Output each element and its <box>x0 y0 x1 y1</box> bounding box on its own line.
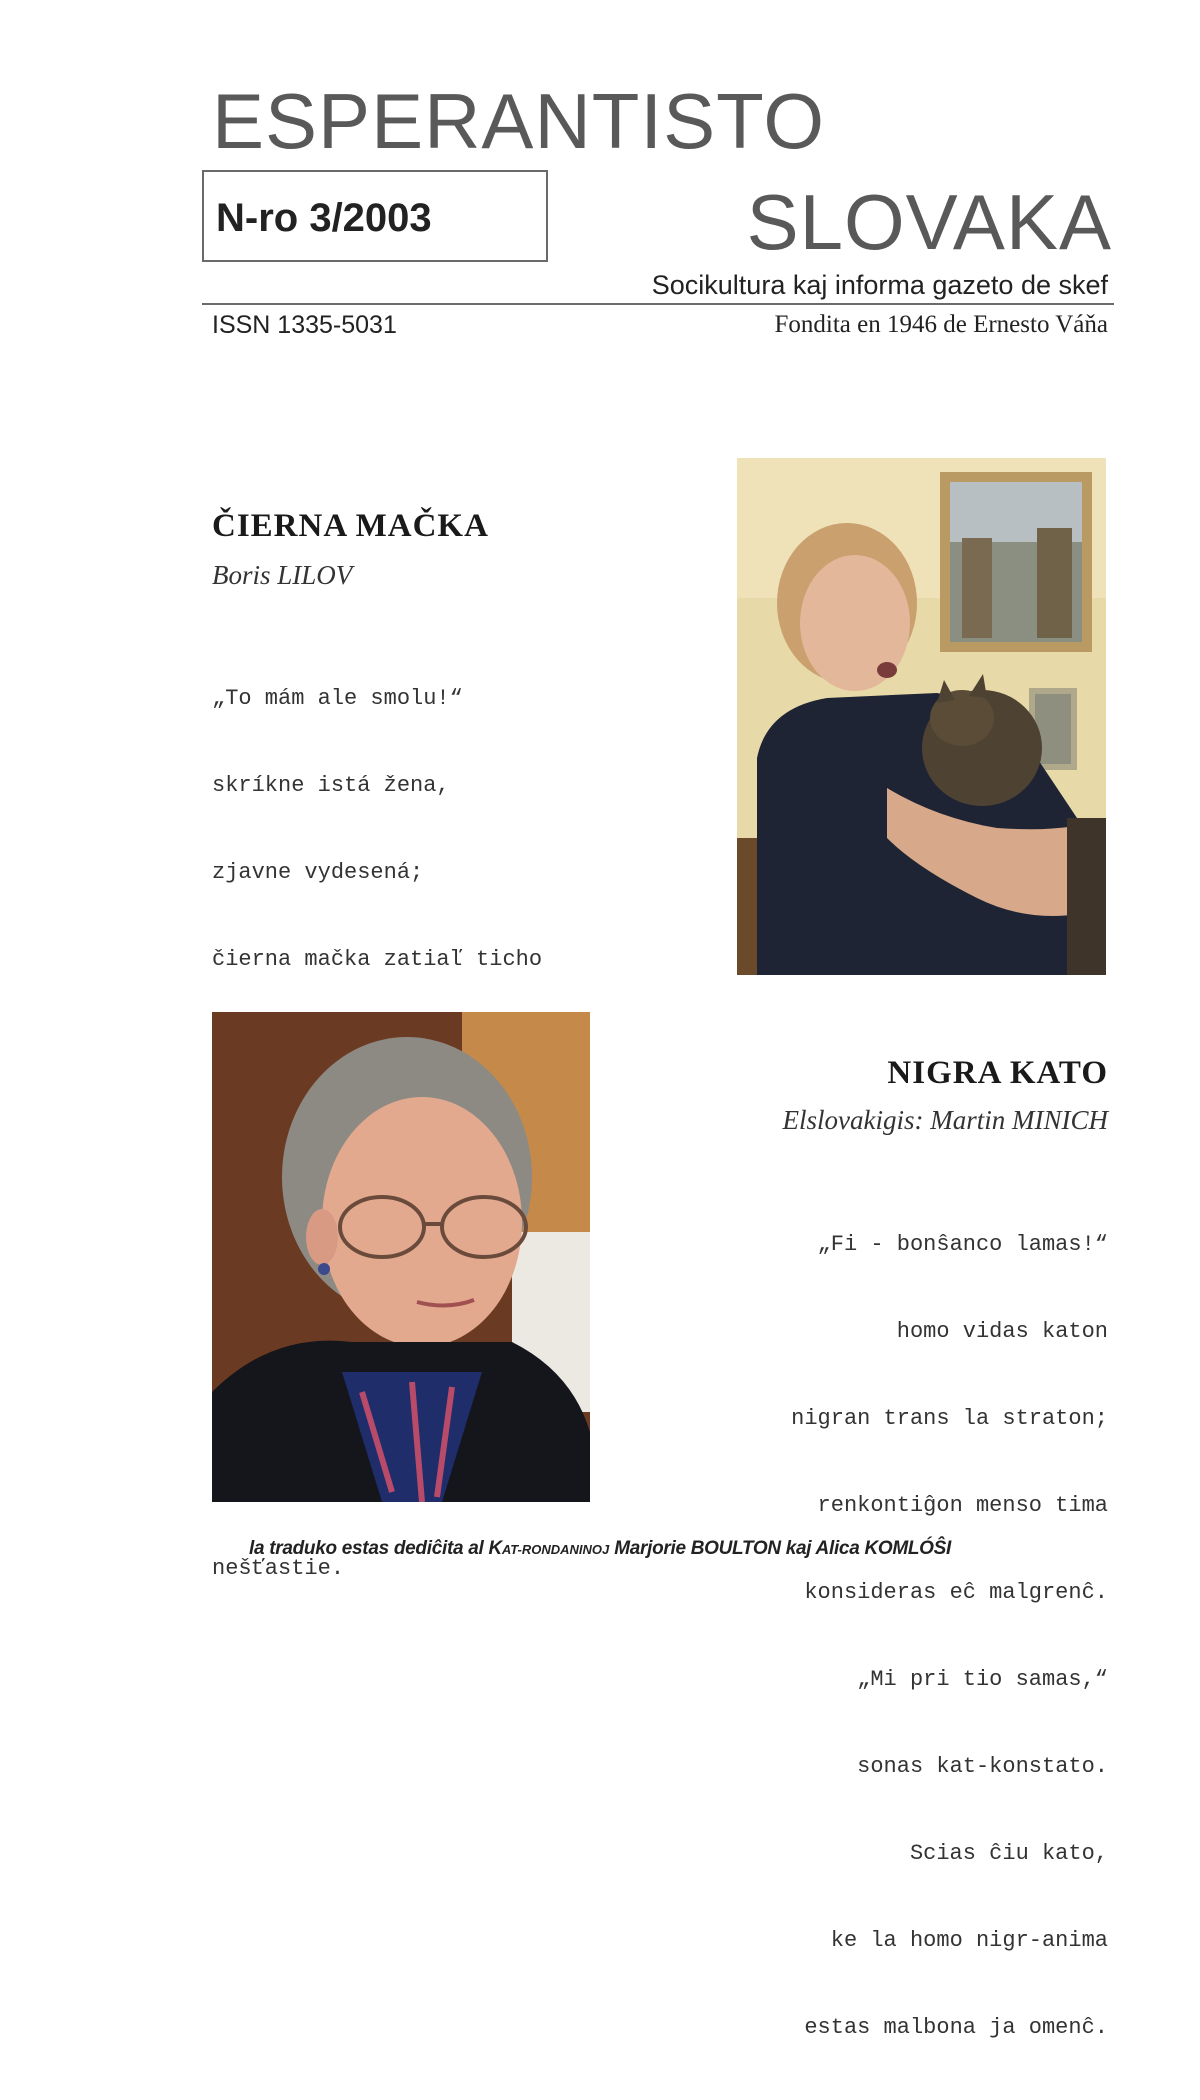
poem-line: „Fi - bonŝanco lamas!“ <box>817 1232 1108 1257</box>
poem-line: homo vidas katon <box>896 1319 1108 1344</box>
poem-line: zjavne vydesená; <box>212 860 424 885</box>
poem-line: skríkne istá žena, <box>212 773 450 798</box>
poem-line: „Mi pri tio samas,“ <box>857 1667 1108 1692</box>
poem-line: Scias ĉiu kato, <box>909 1841 1108 1866</box>
masthead-title-line2: SLOVAKA <box>746 178 1112 266</box>
poem-eo-author: Elslovakigis: Martin MINICH <box>782 1105 1108 1135</box>
poem-line: estas malbona ja omenĉ. <box>804 2015 1108 2040</box>
photo-elderly-woman <box>212 1012 590 1502</box>
poem-line: ke la homo nigr-anima <box>830 1928 1108 1953</box>
poem-eo-title: NIGRA KATO <box>887 1055 1108 1091</box>
poem-line: nigran trans la straton; <box>791 1406 1108 1431</box>
poem-line: „To mám ale smolu!“ <box>212 686 463 711</box>
dedication-k: K <box>488 1538 502 1559</box>
poem-sk-author: Boris LILOV <box>212 560 353 590</box>
poem-line: sonas kat-konstato. <box>857 1754 1108 1779</box>
poem-line: čierna mačka zatiaľ ticho <box>212 947 543 972</box>
masthead-subtitle: Socikultura kaj informa gazeto de skef <box>651 270 1108 300</box>
poem-line: konsideras eĉ malgrenĉ. <box>804 1580 1108 1605</box>
poem-line: renkontiĝon menso tima <box>817 1493 1108 1518</box>
poem-sk-title: ČIERNA MAČKA <box>212 508 489 544</box>
dedication-line <box>0 1538 1200 1560</box>
issn: ISSN 1335-5031 <box>212 311 397 339</box>
dedication-names: Marjorie BOULTON kaj Alica KOMLÓŜI <box>609 1538 952 1559</box>
masthead-title-line1: ESPERANTISTO <box>212 77 826 165</box>
poem-line: nešťastie. <box>212 1556 345 1581</box>
masthead-divider <box>202 303 1114 305</box>
photo-woman-with-cat <box>737 458 1106 975</box>
dedication-prefix: la traduko estas dediĉita al <box>248 1538 489 1559</box>
dedication-smallcaps: AT-RONDANINOJ <box>501 1542 610 1557</box>
founded-note: Fondita en 1946 de Ernesto Váňa <box>774 311 1108 338</box>
issue-number-box <box>202 170 548 262</box>
poem-eo-text <box>791 1172 1108 2100</box>
issue-number: N-ro 3/2003 <box>216 196 432 240</box>
